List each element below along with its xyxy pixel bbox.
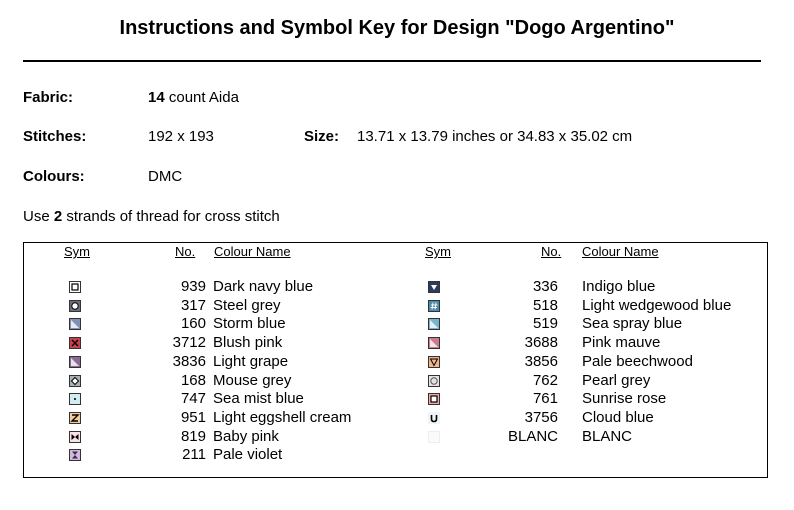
triangle-icon (428, 337, 440, 349)
header-name-left: Colour Name (214, 244, 291, 259)
fabric-unit: count Aida (168, 89, 239, 106)
header-sym-right: Sym (425, 244, 451, 259)
strand-count: 2 (53, 208, 63, 225)
left-colour-name: Storm blue (213, 315, 286, 333)
diamond-icon (69, 375, 81, 387)
blank-icon (428, 431, 440, 443)
header-name-right: Colour Name (582, 244, 659, 259)
right-colour-name: Sea spray blue (582, 315, 683, 333)
hash-icon (428, 300, 440, 312)
dot-icon (69, 393, 81, 405)
title-divider (23, 60, 761, 62)
right-colour-number: 761 (532, 390, 558, 408)
page-title: Instructions and Symbol Key for Design "Dogo Argentino" (119, 17, 675, 39)
left-colour-name: Baby pink (213, 427, 279, 445)
triangle-icon (69, 356, 81, 368)
header-no-right: No. (541, 244, 562, 259)
size-label: Size: (304, 128, 340, 145)
square-outline-icon (69, 281, 81, 293)
fabric-label: Fabric: (23, 89, 74, 106)
right-colour-name: Pink mauve (582, 334, 661, 352)
left-colour-number: 168 (180, 371, 206, 389)
left-colour-number: 317 (180, 296, 206, 314)
right-colour-number: 518 (532, 296, 558, 314)
right-colour-name: Pearl grey (582, 371, 651, 389)
right-colour-number: 519 (532, 315, 558, 333)
stitches-label: Stitches: (23, 128, 87, 145)
left-colour-number: 3836 (172, 352, 206, 370)
header-sym-left: Sym (64, 244, 90, 259)
triangle-icon (69, 318, 81, 330)
left-colour-name: Sea mist blue (213, 390, 304, 408)
square-outline-icon (428, 393, 440, 405)
stitches-value: 192 x 193 (148, 128, 214, 145)
circle-icon (69, 300, 81, 312)
left-colour-number: 211 (182, 446, 206, 464)
left-colour-name: Light eggshell cream (213, 408, 352, 426)
left-colour-name: Light grape (213, 352, 289, 370)
right-colour-number: BLANC (507, 427, 558, 445)
hourglass-icon (69, 449, 81, 461)
right-colour-number: 3688 (524, 334, 558, 352)
left-colour-number: 747 (180, 390, 206, 408)
right-colour-number: 336 (532, 278, 558, 295)
size-value: 13.71 x 13.79 inches or 34.83 x 35.02 cm (357, 128, 633, 145)
heart-icon (428, 281, 440, 293)
u-letter-icon (428, 412, 440, 424)
strands-instruction (23, 208, 280, 225)
fabric-value (148, 89, 239, 106)
left-colour-number: 819 (180, 427, 206, 445)
right-colour-name: Light wedgewood blue (582, 296, 732, 314)
cross-icon (69, 337, 81, 349)
z-letter-icon (69, 412, 81, 424)
left-colour-number: 3712 (172, 334, 206, 352)
left-colour-name: Steel grey (213, 296, 281, 314)
right-colour-name: Indigo blue (582, 278, 656, 295)
right-colour-number: 762 (532, 371, 558, 389)
fabric-count: 14 (148, 89, 165, 106)
left-colour-number: 951 (180, 408, 206, 426)
left-colour-name: Pale violet (213, 446, 283, 464)
colours-value: DMC (148, 168, 183, 185)
left-colour-number: 160 (180, 315, 206, 333)
colours-label: Colours: (23, 168, 85, 185)
circle-outline-icon (428, 375, 440, 387)
right-colour-name: Sunrise rose (582, 390, 667, 408)
right-colour-name: Pale beechwood (582, 352, 693, 370)
left-colour-name: Dark navy blue (213, 278, 314, 295)
header-no-left: No. (175, 244, 196, 259)
right-colour-number: 3756 (524, 408, 558, 426)
left-colour-number: 939 (180, 278, 206, 295)
left-colour-name: Mouse grey (213, 371, 292, 389)
instruction-after: strands of thread for cross stitch (62, 208, 280, 225)
down-triangle-icon (428, 356, 440, 368)
right-colour-name: BLANC (582, 427, 633, 445)
left-colour-name: Blush pink (213, 334, 283, 352)
triangle-icon (428, 318, 440, 330)
bowtie-icon (69, 431, 81, 443)
instruction-before: Use (23, 208, 54, 225)
right-colour-name: Cloud blue (582, 408, 654, 426)
right-colour-number: 3856 (524, 352, 558, 370)
